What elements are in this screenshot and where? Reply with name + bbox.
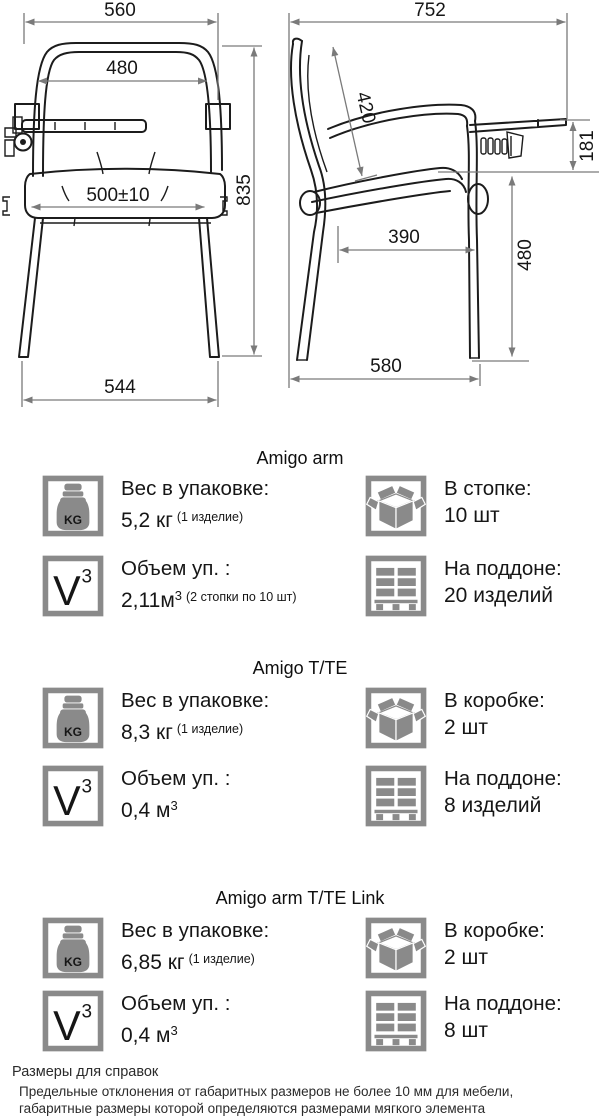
dim-backrest-width: 480: [106, 58, 138, 79]
weight-value: 6,85 кг: [121, 951, 185, 974]
volume-icon: [42, 765, 104, 827]
volume-icon: [42, 990, 104, 1052]
front-dimension-labels: [86, 0, 255, 398]
pallet-icon: [365, 765, 427, 827]
side-view-drawing: [278, 0, 600, 430]
weight-note: (1 изделие): [176, 722, 244, 736]
side-chair-outline: [291, 39, 566, 360]
weight-label: Вес в упаковке:: [121, 919, 270, 942]
packaging-box-item: [365, 917, 545, 979]
volume-value: 2,11м: [121, 589, 175, 612]
section-title: Amigo arm: [256, 448, 344, 468]
volume-value: 0,4 м: [121, 1024, 171, 1047]
weight-label: Вес в упаковке:: [121, 689, 270, 712]
kg-icon: [42, 917, 104, 979]
packaging-box-item: [365, 687, 545, 749]
weight-note: (1 изделие): [176, 510, 244, 524]
box-label: В коробке:: [444, 919, 545, 942]
stack-value: 10 шт: [444, 504, 500, 527]
section-title: Amigo T/TE: [252, 658, 348, 678]
pallet-value: 8 изделий: [444, 794, 542, 817]
volume-sup: 3: [170, 798, 178, 813]
dim-overall-height: 835: [234, 174, 255, 206]
side-dimension-lines: [289, 13, 599, 388]
pallet-value: 20 изделий: [444, 584, 554, 607]
kg-icon: [42, 475, 104, 537]
packaging-weight-item: [42, 475, 269, 537]
packaging-pallet-item: [365, 765, 562, 827]
section-amigo-arm: [0, 448, 600, 648]
pallet-label: На поддоне:: [444, 557, 562, 580]
dim-overall-depth: 752: [414, 0, 446, 21]
volume-label: Объем уп. :: [121, 557, 231, 580]
dim-seat-depth: 390: [388, 227, 420, 248]
front-dimension-lines: [22, 13, 262, 407]
kg-icon: [42, 687, 104, 749]
volume-label: Объем уп. :: [121, 767, 231, 790]
pallet-label: На поддоне:: [444, 992, 562, 1015]
volume-sup: 3: [170, 1023, 178, 1038]
box-icon: [365, 475, 427, 537]
dim-seat-width: 500±10: [86, 185, 150, 206]
packaging-pallet-item: [365, 555, 562, 617]
weight-note: (1 изделие): [188, 952, 255, 966]
pallet-label: На поддоне:: [444, 767, 562, 790]
packaging-volume-item: [42, 990, 230, 1052]
stack-label: В стопке:: [444, 477, 532, 500]
pallet-value: 8 шт: [444, 1019, 488, 1042]
footnote-line: Предельные отклонения от габаритных размеров не более 10 мм для мебели,: [19, 1084, 514, 1099]
dim-backrest-length: 420: [351, 89, 380, 126]
pallet-icon: [365, 555, 427, 617]
front-view-drawing: [0, 0, 280, 430]
weight-value: 5,2 кг: [121, 509, 173, 532]
weight-value: 8,3 кг: [121, 721, 173, 744]
footnote-title: Размеры для справок: [12, 1064, 159, 1080]
packaging-pallet-item: [365, 990, 562, 1052]
volume-label: Объем уп. :: [121, 992, 231, 1015]
dim-overall-width: 560: [104, 0, 136, 21]
volume-icon: [42, 555, 104, 617]
box-value: 2 шт: [444, 716, 488, 739]
tablet-hinge-mechanism: [481, 132, 523, 158]
volume-sup: 3: [174, 588, 182, 603]
box-icon: [365, 687, 427, 749]
packaging-volume-item: [42, 555, 297, 617]
footnote-line: габаритные размеры которой определяются размерами мягкого элемента: [19, 1101, 486, 1116]
dim-base-depth: 580: [370, 356, 402, 377]
packaging-weight-item: [42, 687, 269, 749]
dim-tablet-height: 181: [577, 130, 598, 162]
packaging-volume-item: [42, 765, 230, 827]
volume-value: 0,4 м: [121, 799, 171, 822]
section-amigo-tte: [0, 658, 600, 858]
box-icon: [365, 917, 427, 979]
volume-note: (2 стопки по 10 шт): [186, 590, 297, 604]
packaging-weight-item: [42, 917, 269, 979]
section-title: Amigo arm T/TE Link: [215, 888, 385, 908]
packaging-stack-item: [365, 475, 532, 537]
section-amigo-arm-tte-link: [0, 888, 600, 1068]
box-label: В коробке:: [444, 689, 545, 712]
pallet-icon: [365, 990, 427, 1052]
dim-seat-height: 480: [515, 239, 536, 271]
weight-label: Вес в упаковке:: [121, 477, 270, 500]
side-dimension-labels: [352, 0, 598, 377]
dim-base-width: 544: [104, 377, 136, 398]
box-value: 2 шт: [444, 946, 488, 969]
